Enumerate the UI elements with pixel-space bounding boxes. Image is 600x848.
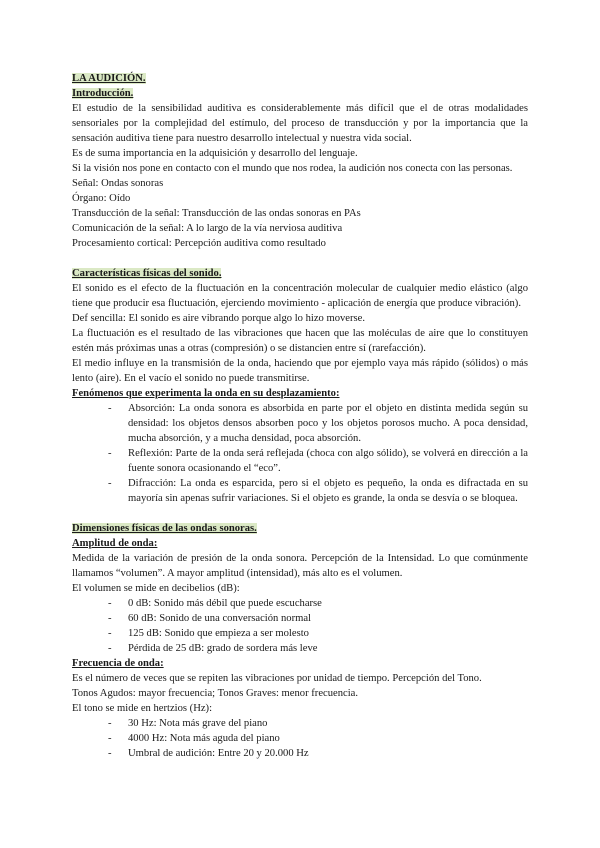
intro-line-communication: Comunicación de la señal: A lo largo de la vía nerviosa auditiva [72,223,343,234]
bullet-dash: - [108,598,112,609]
frequency-paragraph: Tonos Agudos: mayor frecuencia; Tonos Graves: menor frecuencia. [72,688,359,699]
bullet-dash: - [108,733,112,744]
list-item [108,446,528,476]
physical-heading [72,266,528,281]
physical-paragraph: La fluctuación es el resultado de las vibraciones que hacen que las moléculas de aire que lo constituyen estén más próximas unas a otras (compresión) o se distancien entre sí (rarefacción). [72,328,528,354]
intro-line-signal: Señal: Ondas sonoras [72,178,164,189]
list-item-text: Reflexión: Parte de la onda será reflejada (choca con algo sólido), se volverá en dirección a la fuente sonora ocasionando el “eco”. [128,448,528,474]
list-item [108,731,528,746]
phenomena-heading: Fenómenos que experimenta la onda en su desplazamiento: [72,388,340,399]
list-item [108,626,528,641]
list-item-text: Umbral de audición: Entre 20 y 20.000 Hz [128,748,309,759]
list-item-text: 30 Hz: Nota más grave del piano [128,718,268,729]
frequency-paragraph: Es el número de veces que se repiten las vibraciones por unidad de tiempo. Percepción del Tono. [72,673,482,684]
physical-paragraph: El medio influye en la transmisión de la onda, haciendo que por ejemplo vaya más rápido (sólidos) o más lento (aire). En el vacío el sonido no puede transmitirse. [72,358,528,384]
list-item [108,641,528,656]
bullet-dash: - [108,613,112,624]
bullet-dash: - [108,718,112,729]
list-item [108,746,528,761]
bullet-dash: - [108,403,112,414]
bullet-dash: - [108,643,112,654]
physical-paragraph: El sonido es el efecto de la fluctuación en la concentración molecular de cualquier medio elástico (algo tiene que producir esa fluctuación, ejerciendo movimiento - aplicación de energía que produce vibración). [72,283,528,309]
intro-paragraph: Si la visión nos pone en contacto con el mundo que nos rodea, la audición nos conecta con las personas. [72,163,513,174]
list-item [108,476,528,506]
frequency-heading: Frecuencia de onda: [72,658,164,669]
amplitude-heading: Amplitud de onda: [72,538,158,549]
phenomena-list [72,401,528,506]
dimensions-heading [72,521,528,536]
amplitude-paragraph: El volumen se mide en decibelios (dB): [72,583,240,594]
amplitude-list [72,596,528,656]
bullet-dash: - [108,478,112,489]
list-item-text: Difracción: La onda es esparcida, pero si el objeto es pequeño, la onda es difractada en su mayoría sin apenas sufrir variaciones. Si el objeto es grande, la onda se desvía o se bloquea. [128,478,528,504]
title-text: LA AUDICIÓN. [72,73,146,84]
list-item-text: 125 dB: Sonido que empieza a ser molesto [128,628,309,639]
bullet-dash: - [108,628,112,639]
document-title [72,71,528,86]
frequency-list [72,716,528,761]
list-item-text: 0 dB: Sonido más débil que puede escucharse [128,598,322,609]
list-item-text: Pérdida de 25 dB: grado de sordera más leve [128,643,318,654]
list-item [108,401,528,446]
intro-paragraph: Es de suma importancia en la adquisición y desarrollo del lenguaje. [72,148,358,159]
intro-heading-text: Introducción. [72,88,134,99]
intro-line-processing: Procesamiento cortical: Percepción auditiva como resultado [72,238,326,249]
amplitude-paragraph: Medida de la variación de presión de la onda sonora. Percepción de la Intensidad. Lo que comúnmente llamamos “volumen”. A mayor amplitud (intensidad), más alto es el volumen. [72,553,528,579]
list-item-text: 60 dB: Sonido de una conversación normal [128,613,312,624]
dimensions-heading-text: Dimensiones físicas de las ondas sonoras. [72,523,257,534]
spacer [72,506,528,521]
physical-heading-text: Características físicas del sonido. [72,268,222,279]
frequency-paragraph: El tono se mide en hertzios (Hz): [72,703,213,714]
list-item [108,596,528,611]
physical-paragraph: Def sencilla: El sonido es aire vibrando porque algo lo hizo moverse. [72,313,366,324]
intro-paragraph: El estudio de la sensibilidad auditiva es considerablemente más difícil que el de otras modalidades sensoriales por la complejidad del estímulo, del proceso de transducción y por la importancia que la sensación auditiva tiene para nuestro desarrollo intelectual y nuestra vida social. [72,103,528,144]
intro-line-transduction: Transducción de la señal: Transducción de las ondas sonoras en PAs [72,208,361,219]
intro-line-organ: Órgano: Oído [72,193,131,204]
list-item [108,611,528,626]
bullet-dash: - [108,448,112,459]
bullet-dash: - [108,748,112,759]
intro-heading [72,86,528,101]
document-body [72,71,528,761]
list-item-text: 4000 Hz: Nota más aguda del piano [128,733,280,744]
list-item [108,716,528,731]
list-item-text: Absorción: La onda sonora es absorbida en parte por el objeto en distinta medida según su densidad: los objetos densos absorben poco y los objetos porosos mucho. A poca densidad, mucha absorción, y a mucha densidad, poca absorción. [128,403,528,444]
spacer [72,251,528,266]
